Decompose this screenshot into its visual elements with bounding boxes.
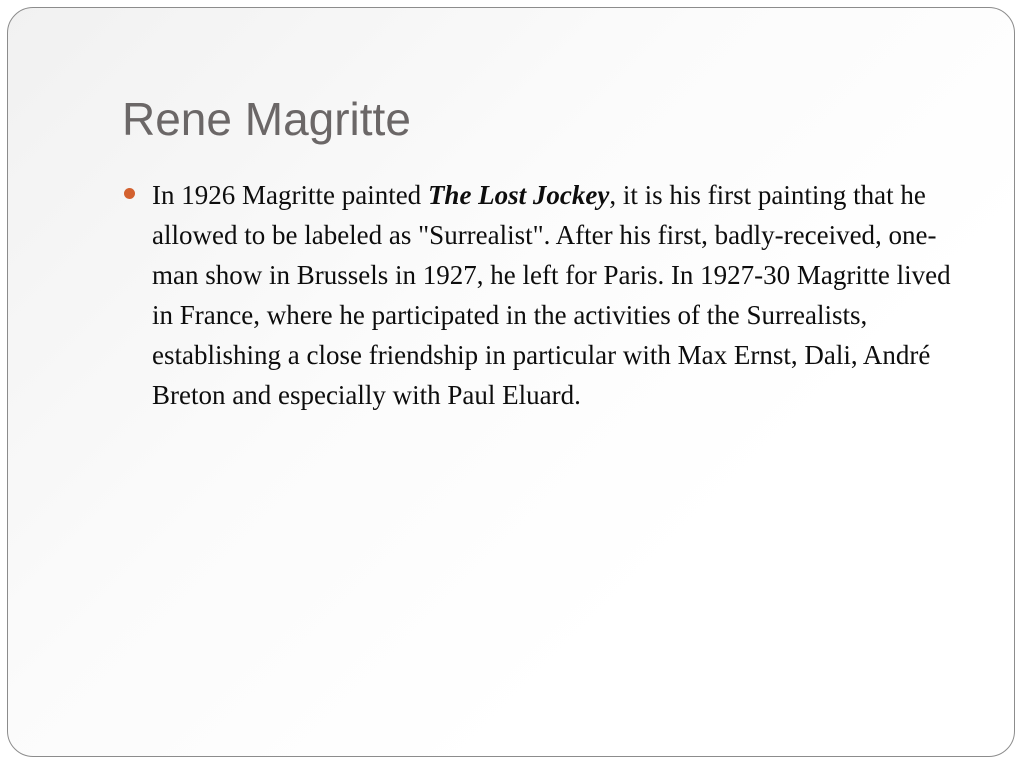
painting-title: The Lost Jockey <box>427 180 610 210</box>
bullet-list <box>124 175 974 415</box>
slide-title: Rene Magritte <box>122 93 411 145</box>
bullet-dot-icon <box>124 188 135 199</box>
bullet-text-after: , it is his first painting that he allowed to be labeled as "Surrealist". After his first, badly-received, one-man show in Brussels in 1927, he left for Paris. In 1927-30 Magritte lived in France, where he participated in the activities of the Surrealists, establishing a close friendship in particular with Max Ernst, Dali, André Breton and especially with Paul Eluard. <box>152 180 951 410</box>
slide-frame <box>7 7 1015 757</box>
bullet-item <box>124 175 974 415</box>
bullet-text-before: In 1926 Magritte painted <box>152 180 428 210</box>
